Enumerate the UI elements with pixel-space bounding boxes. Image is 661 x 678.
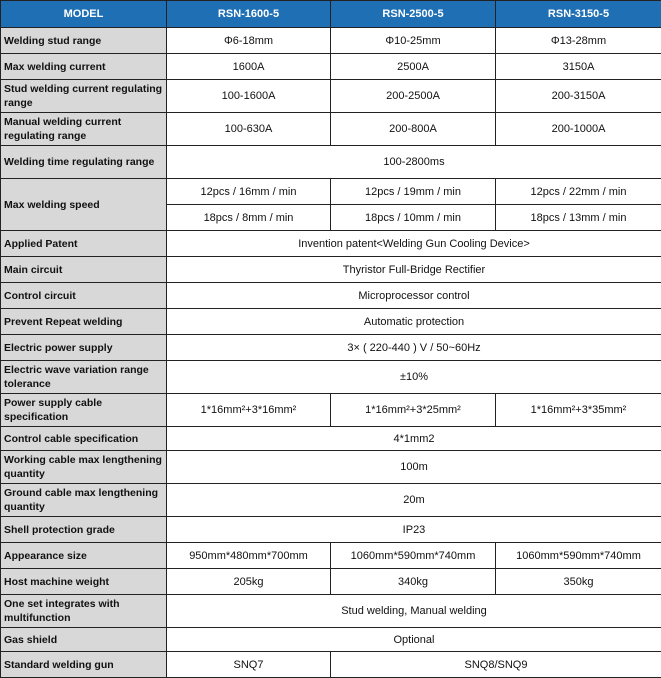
cell-value: 200-1000A	[496, 113, 661, 146]
table-row	[1, 543, 661, 569]
cell-value: 3150A	[496, 54, 661, 80]
cell-value: 100m	[167, 451, 661, 484]
cell-value: 200-3150A	[496, 80, 661, 113]
table-row	[1, 361, 661, 394]
cell-value: 350kg	[496, 569, 661, 595]
row-label: Max welding current	[1, 54, 167, 80]
model-header: MODEL	[1, 1, 167, 28]
cell-value: 12pcs / 22mm / min	[496, 179, 661, 205]
model-2-header: RSN-2500-5	[331, 1, 496, 28]
row-label: Max welding speed	[1, 179, 167, 231]
cell-value: 1060mm*590mm*740mm	[496, 543, 661, 569]
cell-value: Φ10-25mm	[331, 28, 496, 54]
table-row	[1, 652, 661, 678]
table-row	[1, 628, 661, 652]
table-row	[1, 179, 661, 205]
cell-value: 340kg	[331, 569, 496, 595]
table-row	[1, 80, 661, 113]
cell-value: SNQ8/SNQ9	[331, 652, 661, 678]
cell-value: SNQ7	[167, 652, 331, 678]
table-row	[1, 335, 661, 361]
header-row	[1, 1, 661, 28]
table-row	[1, 595, 661, 628]
table-row	[1, 257, 661, 283]
row-label: Electric power supply	[1, 335, 167, 361]
cell-value: 4*1mm2	[167, 427, 661, 451]
cell-value: 1*16mm²+3*35mm²	[496, 394, 661, 427]
cell-value: 100-1600A	[167, 80, 331, 113]
cell-value: 205kg	[167, 569, 331, 595]
cell-value: 100-2800ms	[167, 146, 661, 179]
cell-value: IP23	[167, 517, 661, 543]
row-label: Host machine weight	[1, 569, 167, 595]
cell-value: Stud welding, Manual welding	[167, 595, 661, 628]
cell-value: Φ6-18mm	[167, 28, 331, 54]
row-label: Manual welding current regulating range	[1, 113, 167, 146]
model-1-header: RSN-1600-5	[167, 1, 331, 28]
cell-value: 1*16mm²+3*25mm²	[331, 394, 496, 427]
row-label: Stud welding current regulating range	[1, 80, 167, 113]
row-label: Welding stud range	[1, 28, 167, 54]
table-row	[1, 113, 661, 146]
cell-value: 18pcs / 10mm / min	[331, 205, 496, 231]
row-label: Working cable max lengthening quantity	[1, 451, 167, 484]
model-3-header: RSN-3150-5	[496, 1, 661, 28]
cell-value: 950mm*480mm*700mm	[167, 543, 331, 569]
cell-value: Automatic protection	[167, 309, 661, 335]
row-label: One set integrates with multifunction	[1, 595, 167, 628]
row-label: Ground cable max lengthening quantity	[1, 484, 167, 517]
cell-value: 1060mm*590mm*740mm	[331, 543, 496, 569]
cell-value: 20m	[167, 484, 661, 517]
row-label: Applied Patent	[1, 231, 167, 257]
cell-value: 18pcs / 8mm / min	[167, 205, 331, 231]
row-label: Appearance size	[1, 543, 167, 569]
cell-value: ±10%	[167, 361, 661, 394]
table-row	[1, 569, 661, 595]
row-label: Gas shield	[1, 628, 167, 652]
cell-value: 1*16mm²+3*16mm²	[167, 394, 331, 427]
row-label: Electric wave variation range tolerance	[1, 361, 167, 394]
row-label: Shell protection grade	[1, 517, 167, 543]
row-label: Welding time regulating range	[1, 146, 167, 179]
row-label: Prevent Repeat welding	[1, 309, 167, 335]
cell-value: Thyristor Full-Bridge Rectifier	[167, 257, 661, 283]
cell-value: Invention patent<Welding Gun Cooling Device>	[167, 231, 661, 257]
cell-value: Optional	[167, 628, 661, 652]
row-label: Main circuit	[1, 257, 167, 283]
cell-value: 200-800A	[331, 113, 496, 146]
row-label: Control cable specification	[1, 427, 167, 451]
cell-value: Microprocessor control	[167, 283, 661, 309]
cell-value: 12pcs / 16mm / min	[167, 179, 331, 205]
table-row	[1, 283, 661, 309]
cell-value: Φ13-28mm	[496, 28, 661, 54]
cell-value: 3× ( 220-440 ) V / 50~60Hz	[167, 335, 661, 361]
table-row	[1, 427, 661, 451]
row-label: Power supply cable specification	[1, 394, 167, 427]
cell-value: 18pcs / 13mm / min	[496, 205, 661, 231]
row-label: Control circuit	[1, 283, 167, 309]
table-row	[1, 394, 661, 427]
table-row	[1, 146, 661, 179]
table-row	[1, 54, 661, 80]
cell-value: 1600A	[167, 54, 331, 80]
row-label: Standard welding gun	[1, 652, 167, 678]
table-row	[1, 309, 661, 335]
cell-value: 2500A	[331, 54, 496, 80]
table-row	[1, 451, 661, 484]
table-row	[1, 231, 661, 257]
table-row	[1, 28, 661, 54]
table-row	[1, 517, 661, 543]
cell-value: 100-630A	[167, 113, 331, 146]
cell-value: 200-2500A	[331, 80, 496, 113]
table-row	[1, 484, 661, 517]
cell-value: 12pcs / 19mm / min	[331, 179, 496, 205]
